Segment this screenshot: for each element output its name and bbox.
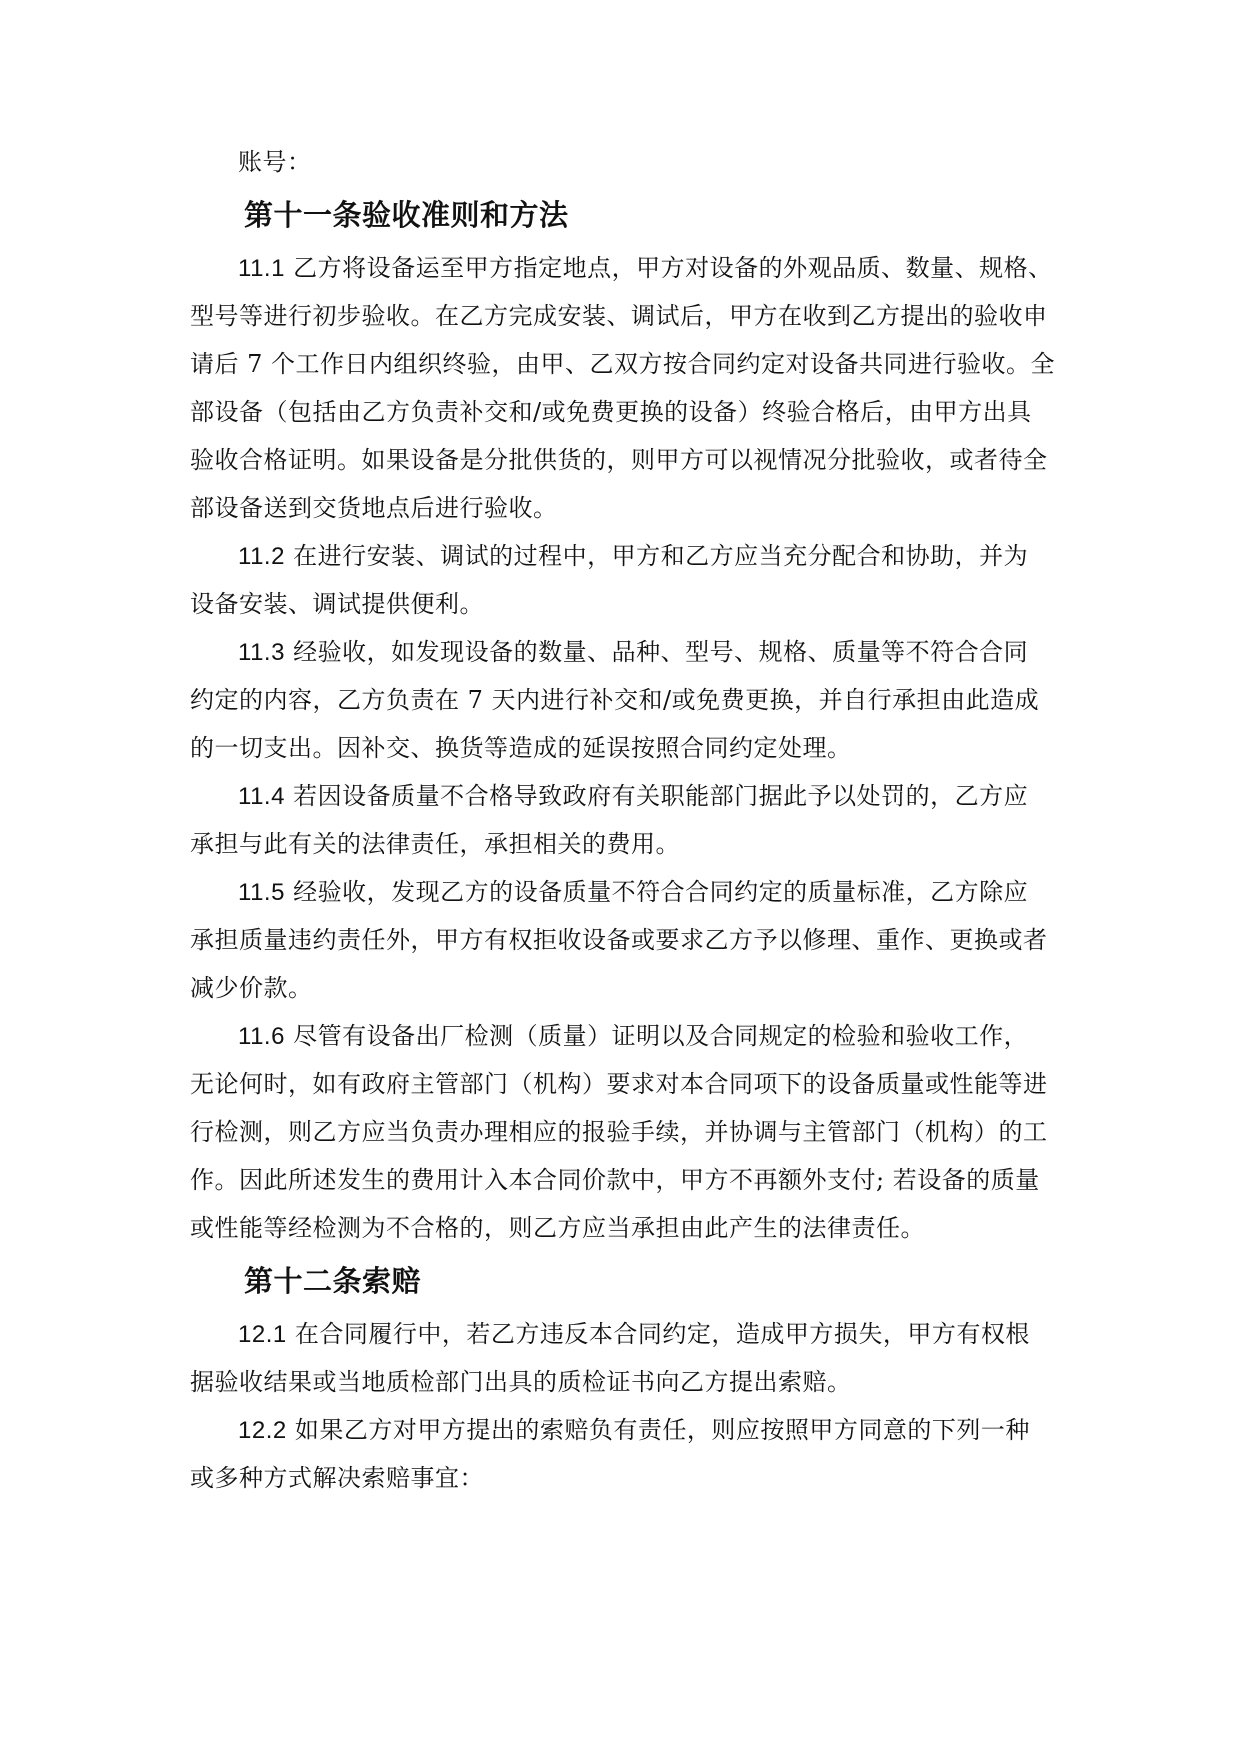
line-text: 或多种方式解决索赔事宜： [190,1464,484,1492]
line-text: 行检测，则乙方应当负责办理相应的报验手续，并协调与主管部门（机构）的工 [190,1118,1048,1146]
paragraph-line [190,532,1070,580]
line-text: 在进行安装、调试的过程中，甲方和乙方应当充分配合和协助，并为 [284,542,1029,570]
account-label: 账号： [238,148,312,176]
line-text: 作。因此所述发生的费用计入本合同价款中，甲方不再额外支付; 若设备的质量 [190,1166,1040,1194]
paragraph-line [190,1204,1070,1252]
paragraph-line [190,1060,1070,1108]
paragraph-line [190,1358,1070,1406]
paragraph-line [190,1012,1070,1060]
clause-number: 11.4 [238,783,285,810]
line-text: 的一切支出。因补交、换货等造成的延误按照合同约定处理。 [190,734,852,762]
paragraph-line [190,916,1070,964]
paragraph-line [190,436,1070,484]
paragraph-line [190,244,1070,292]
section-heading: 第十一条验收准则和方法 [244,198,569,232]
paragraph-line [190,1406,1070,1454]
line-text: 型号等进行初步验收。在乙方完成安装、调试后，甲方在收到乙方提出的验收申 [190,302,1048,330]
line-text: 经验收，如发现设备的数量、品种、型号、规格、质量等不符合合同 [284,638,1029,666]
line-text: 在合同履行中，若乙方违反本合同约定，造成甲方损失，甲方有权根 [286,1320,1030,1348]
clause-paragraph [190,532,1070,628]
clause-paragraph [190,1012,1070,1252]
line-text: 承担与此有关的法律责任，承担相关的费用。 [190,830,680,858]
paragraph-line [190,388,1070,436]
clause-number: 11.5 [238,879,285,906]
clause-paragraph [190,1310,1070,1406]
line-text: 经验收，发现乙方的设备质量不符合合同约定的质量标准，乙方除应 [284,878,1029,906]
paragraph-line [190,964,1070,1012]
clause-paragraph [190,772,1070,868]
paragraph-line [190,628,1070,676]
line-text: 验收合格证明。如果设备是分批供货的，则甲方可以视情况分批验收，或者待全 [190,446,1048,474]
paragraph-line [190,1310,1070,1358]
paragraph-line [190,868,1070,916]
paragraph-line [190,772,1070,820]
document-page [190,138,1070,1502]
clause-number: 12.2 [238,1417,287,1444]
line-text: 无论何时，如有政府主管部门（机构）要求对本合同项下的设备质量或性能等进 [190,1070,1048,1098]
paragraph-line [190,1156,1070,1204]
document-body [190,186,1070,1502]
line-text: 减少价款。 [190,974,313,1002]
clause-number: 11.1 [238,255,285,282]
line-text: 如果乙方对甲方提出的索赔负有责任，则应按照甲方同意的下列一种 [286,1416,1030,1444]
section-heading: 第十二条索赔 [244,1264,422,1298]
paragraph-line [190,1454,1070,1502]
line-text: 约定的内容，乙方负责在 7 天内进行补交和/或免费更换，并自行承担由此造成 [190,686,1040,714]
line-text: 请后 7 个工作日内组织终验，由甲、乙双方按合同约定对设备共同进行验收。全 [190,350,1056,378]
clause-number: 11.6 [238,1023,285,1050]
line-text: 尽管有设备出厂检测（质量）证明以及合同规定的检验和验收工作， [284,1022,1029,1050]
clause-number: 11.3 [238,639,285,666]
clause-number: 11.2 [238,543,285,570]
clause-paragraph [190,628,1070,772]
clause-number: 12.1 [238,1321,287,1348]
paragraph-line [190,292,1070,340]
clause-paragraph [190,1406,1070,1502]
clause-paragraph [190,868,1070,1012]
line-text: 部设备（包括由乙方负责补交和/或免费更换的设备）终验合格后，由甲方出具 [190,398,1032,426]
paragraph-line [190,580,1070,628]
paragraph-line [190,484,1070,532]
paragraph-line [190,820,1070,868]
line-text: 若因设备质量不合格导致政府有关职能部门据此予以处罚的，乙方应 [284,782,1029,810]
line-text: 据验收结果或当地质检部门出具的质检证书向乙方提出索赔。 [190,1368,852,1396]
line-text: 或性能等经检测为不合格的，则乙方应当承担由此产生的法律责任。 [190,1214,925,1242]
line-text: 承担质量违约责任外，甲方有权拒收设备或要求乙方予以修理、重作、更换或者 [190,926,1048,954]
clause-paragraph [190,244,1070,532]
paragraph-line [190,676,1070,724]
line-text: 乙方将设备运至甲方指定地点，甲方对设备的外观品质、数量、规格、 [284,254,1053,282]
paragraph-line [190,340,1070,388]
line-text: 设备安装、调试提供便利。 [190,590,484,618]
paragraph-line [190,1108,1070,1156]
line-text: 部设备送到交货地点后进行验收。 [190,494,558,522]
paragraph-line [190,724,1070,772]
